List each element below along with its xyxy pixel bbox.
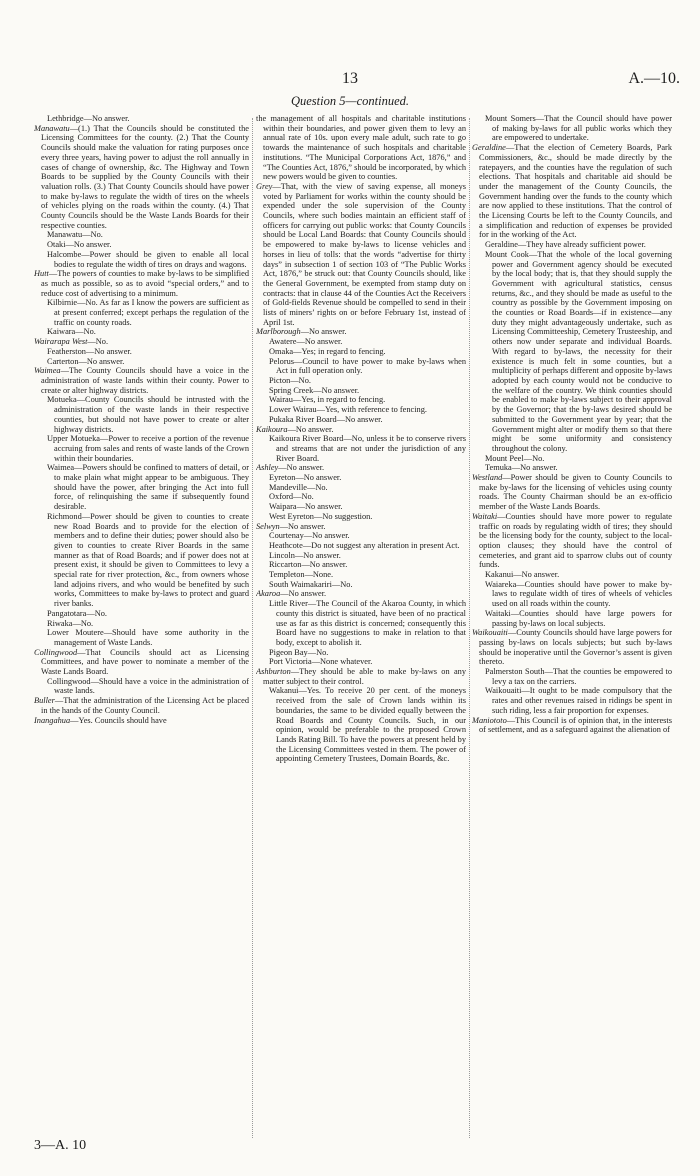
entry-name: Lincoln: [269, 550, 295, 560]
entry-name: Waimea: [34, 366, 61, 376]
entry-text: —Counties should have power to make by-laws to regulate width of tires of wheels of vehicles used on all roads within the county.: [492, 579, 672, 609]
response-entry: [472, 463, 672, 473]
entry-text: —Yes. Councils should have: [70, 715, 167, 725]
response-entry: [256, 114, 466, 182]
response-entry: [34, 337, 249, 347]
entry-name: Mount Somers: [485, 114, 536, 123]
response-entry: [472, 609, 672, 628]
response-entry: [472, 240, 672, 250]
entry-name: Little River: [269, 599, 308, 609]
response-entry: [472, 512, 672, 570]
response-entry: [256, 599, 466, 648]
entry-name: Waiareka: [485, 579, 517, 589]
entry-name: Richmond: [47, 511, 82, 521]
response-entry: [472, 686, 672, 715]
entry-name: Westland: [472, 473, 503, 483]
entry-name: Motueka: [47, 395, 77, 405]
response-entry: [34, 696, 249, 715]
entry-text: —No answer.: [294, 550, 341, 560]
response-entry: [34, 677, 249, 696]
response-entry: [256, 570, 466, 580]
entry-name: Mount Cook: [485, 249, 529, 259]
entry-text: —That the election of Cemetery Boards, Park Commissioners, &c., should be made directly by the ratepayers, and the counties have the regulation of such elections. That hospitals and charitable aid should be under the management of the County Councils, the Government handing over the funds to the county which are now applied to these institutions. That the control of the Licensing Courts be left to the County Councils, and a simplification and reduction of expenses be provided for in the working of the Act.: [479, 143, 672, 240]
entry-text: —No answer.: [511, 463, 558, 473]
entry-text: —Yes, with reference to fencing.: [316, 405, 427, 415]
response-entry: [472, 143, 672, 240]
entry-name: Geraldine: [485, 240, 518, 250]
entry-name: Hutt: [34, 269, 49, 279]
entry-text: —Yes; in regard to fencing.: [293, 346, 386, 356]
response-entry: [472, 628, 672, 667]
entry-text: —No answer.: [83, 114, 130, 123]
response-entry: [34, 327, 249, 337]
entry-text: —That Councils should act as Licensing Committees, and have power to nominate a member of the Waste Lands Board.: [41, 647, 249, 677]
entry-name: Omaka: [269, 346, 294, 356]
response-entry: [34, 434, 249, 463]
response-entry: [256, 473, 466, 483]
page-number: 13: [342, 70, 358, 87]
entry-text: —No answer.: [280, 589, 327, 599]
entry-name: Manawatu: [34, 123, 70, 133]
response-entry: [472, 667, 672, 686]
entry-name: Halcombe: [47, 249, 82, 259]
response-entry: [256, 395, 466, 405]
entry-text: —Yes. To receive 20 per cent. of the moneys received from the sale of Crown lands within its boundaries, the same to be divided equally between the Road Boards and County Councils. Such, in our opinion, would be preferable to the proposed Crown Lands Rating Bill. To have the powers at present held by the Licensing Committees vested in them. The power of appointing Cemetery Trustees, Domain Boards, &c.: [276, 686, 466, 764]
entry-text: —No.: [82, 230, 103, 240]
response-entry: [34, 240, 249, 250]
entry-name: Marlborough: [256, 327, 301, 337]
entry-name: South Waimakariri: [269, 579, 332, 589]
entry-text: —None whatever.: [311, 657, 373, 667]
entry-name: Featherston: [47, 346, 86, 356]
entry-text: —No answer.: [78, 356, 125, 366]
response-entry: [256, 357, 466, 376]
entry-name: Pigeon Bay: [269, 647, 308, 657]
entry-text: —This Council is of opinion that, in the interests of settlement, and as a safeguard against the alienation of: [479, 715, 672, 735]
entry-text: —(1.) That the Councils should be constituted the Licensing Committees for the county. (2.) That the County Councils should make the valuation for rating purposes once every three years, having power to adjust the roll annually in cases of change of ownership, &c. The Highway and Town Boards to be supplied by the County Councils with their valuation rolls. (3.) That County Councils should have power to make by-laws to regulate the width of tires on the wheels of vehicles plying on the roads within the county. (4.) That County Councils should be the Waste Lands Boards for their respective counties.: [41, 123, 249, 230]
entry-name: Port Victoria: [269, 657, 312, 667]
entry-name: Kilbirnie: [47, 298, 78, 308]
entry-name: Eyreton: [269, 473, 296, 483]
entry-text: —No.: [293, 492, 314, 502]
entry-name: Mandeville: [269, 482, 307, 492]
entry-text: —Power should be given to enable all local bodies to regulate the width of tires on drays and wagons.: [54, 249, 249, 269]
response-entry: [34, 124, 249, 231]
entry-name: Wakanui: [269, 686, 299, 696]
response-entry: [256, 425, 466, 435]
entry-text: —Powers should be confined to matters of detail, or to make plain what might appear to be ambiguous. They should have the power, after bringing the Act into full force, of relinquishing the same if subsequently found desirable.: [54, 463, 249, 512]
entry-text: —Power should be given to County Councils to make by-laws for the licensing of vehicles using county roads. The County Chairman should be an ex-officio member of the Waste Lands Boards.: [479, 473, 672, 512]
response-entry: [34, 395, 249, 434]
response-entry: [34, 366, 249, 395]
entry-name: Manawatu: [47, 230, 83, 240]
entry-text: —No answer.: [279, 521, 326, 531]
entry-text: —No answer.: [295, 473, 342, 483]
response-entry: [34, 269, 249, 298]
entry-name: Temuka: [485, 463, 512, 473]
entry-text: —The powers of counties to make by-laws to be simplified as much as possible, so as to avoid “special orders,” and to reduce cost of advertising to a minimum.: [41, 269, 249, 298]
entry-name: Riwaka: [47, 618, 73, 628]
entry-name: Kaikoura: [256, 424, 288, 434]
entry-name: Spring Creek: [269, 385, 314, 395]
entry-text: —They have already sufficient power.: [517, 240, 646, 250]
entry-name: Palmerston South: [485, 667, 545, 677]
entry-text: —That the Council should have power of making by-laws for all public works which they are empowered to undertake.: [492, 114, 672, 143]
entry-text: —Council to have power to make by-laws when Act in full operation only.: [276, 356, 466, 376]
response-entry: [256, 648, 466, 658]
entry-name: Ashburton: [256, 667, 291, 677]
response-entry: [256, 560, 466, 570]
response-entry: [472, 114, 672, 143]
entry-text: —Power to receive a portion of the revenue accruing from sales and rents of waste lands of the Crown within their boundaries.: [54, 434, 249, 463]
entry-text: —No answer.: [300, 327, 347, 337]
printer-signature: 3—A. 10: [34, 1138, 87, 1153]
response-entry: [256, 337, 466, 347]
entry-text: —No answer.: [336, 414, 383, 424]
entry-text: —No.: [87, 337, 109, 347]
response-entry: [34, 619, 249, 629]
entry-text: —That the administration of the Licensing Act be placed in the hands of the County Council.: [41, 696, 249, 715]
entry-name: Wairarapa West: [34, 337, 88, 347]
entry-text: —None.: [304, 570, 334, 580]
entry-text: —Should have some authority in the management of Waste Lands.: [54, 628, 249, 647]
response-entry: [256, 434, 466, 463]
entry-name: Wairau: [269, 395, 293, 405]
response-entry: [472, 580, 672, 609]
entry-name: Kaiwara: [47, 327, 76, 337]
entry-text: —No answer.: [278, 463, 325, 473]
column-divider: [469, 118, 470, 1138]
entry-name: Awatere: [269, 337, 297, 347]
entry-text: —No.: [307, 482, 328, 492]
response-entry: [472, 473, 672, 512]
entry-text: —No answer.: [296, 337, 343, 347]
response-entry: [34, 716, 249, 726]
entry-name: Carterton: [47, 356, 79, 366]
entry-text: the management of all hospitals and charitable institutions within their boundaries, and power given them to levy an annual rate of 10s. upon every male adult, such rate to go towards the maintenance of such hospitals and charitable institutions. “The Municipal Corporations Act, 1876,” and “The Counties Act, 1876,” should be incorporated, by which new powers would be given to counties.: [256, 114, 466, 182]
column-divider: [252, 118, 253, 1138]
entry-name: Lower Wairau: [269, 405, 317, 415]
entry-text: —Should have a voice in the administration of waste lands.: [54, 676, 249, 696]
response-entry: [34, 609, 249, 619]
entry-name: Waitaki: [485, 608, 511, 618]
entry-text: —No suggestion.: [313, 511, 373, 521]
entry-name: Pukaka River Board: [269, 414, 337, 424]
column-1: [34, 114, 249, 1146]
entry-text: —The Council of the Akaroa County, in which county this district is situated, have been of no practical use as far as this district is concerned; consequently this Board have no suggestions to make in relation to that body, except to abolish it.: [276, 599, 466, 647]
entry-name: Pelorus: [269, 356, 295, 366]
entry-name: Heathcote: [269, 540, 303, 550]
entry-text: —No answer.: [296, 502, 343, 512]
document-reference: A.—10.: [628, 70, 680, 87]
entry-name: Waitaki: [472, 511, 498, 521]
response-entry: [256, 492, 466, 502]
entry-name: Oxford: [269, 492, 294, 502]
response-entry: [256, 667, 466, 686]
entry-text: —No answer.: [513, 570, 560, 580]
entry-name: Buller: [34, 696, 55, 706]
entry-name: Otaki: [47, 240, 66, 250]
entry-name: Inangahua: [34, 715, 71, 725]
response-entry: [256, 182, 466, 328]
entry-text: —The County Councils should have a voice in the administration of waste lands within their county. Power to create or alter highway districts.: [41, 366, 249, 395]
entry-name: Collingwood: [47, 676, 91, 686]
entry-text: —No.: [290, 375, 311, 385]
entry-text: —No.: [72, 618, 94, 628]
entry-name: West Eyreton: [269, 511, 314, 521]
response-entry: [256, 327, 466, 337]
response-entry: [256, 347, 466, 357]
response-entry: [256, 386, 466, 396]
entry-text: —County Councils should be intrusted with the administration of the waste lands in their respective counties, but should not have power to create or alter highway districts.: [54, 395, 249, 434]
response-entry: [256, 551, 466, 561]
response-entry: [472, 250, 672, 454]
response-entry: [256, 376, 466, 386]
entry-text: —That the counties be empowered to levy a tax on the carriers.: [492, 667, 672, 686]
entry-text: —That the whole of the local governing power and Government agency should be executed by the local body; that is, that they should supply the Government with agricultural statistics, census returns, &c., and they should be made as useful to the country as possible by the Government imposing on the counties or Road Boards—if in existence—any duty they might advantageously undertake, such as Licensing Committeeship, Cemetery Trusteeship, and others now under separate and individual Boards. With regard to by-laws, the necessity for their existence is much felt in some counties, but a multiplicity of perhaps different and opposite by-laws adopted by each county would not be conducive to the welfare of the country. We think counties should be enabled to make by-laws subject to their approval by the Governor; that the by-laws desired should be submitted to the Government year by year; that the Government might alter or modify them so that there might be some uniformity and consistency throughout the colony.: [492, 249, 672, 453]
entry-text: —No answer.: [301, 560, 348, 570]
entry-name: Waipara: [269, 502, 297, 512]
response-entry: [34, 512, 249, 609]
entry-text: —They should be able to make by-laws on any matter subject to their control.: [263, 667, 466, 686]
response-entry: [472, 716, 672, 735]
entry-name: Maniototo: [472, 715, 507, 725]
response-entry: [256, 686, 466, 764]
entry-name: Lower Moutere: [47, 628, 104, 638]
entry-name: Grey: [256, 181, 273, 191]
entry-name: Selwyn: [256, 521, 280, 531]
entry-name: Waimea: [47, 463, 75, 473]
entry-name: Templeton: [269, 570, 305, 580]
response-entry: [256, 589, 466, 599]
column-2: [256, 114, 466, 1146]
entry-name: Ashley: [256, 463, 279, 473]
entry-name: Waikouaiti: [485, 686, 522, 696]
entry-name: Upper Motueka: [47, 434, 100, 444]
response-entry: [34, 347, 249, 357]
response-entry: [34, 230, 249, 240]
response-entry: [256, 415, 466, 425]
entry-name: Waikouaiti: [472, 628, 508, 638]
response-entry: [34, 298, 249, 327]
entry-text: —No answer.: [65, 240, 112, 250]
response-entry: [256, 483, 466, 493]
response-entry: [256, 405, 466, 415]
entry-name: Kakanui: [485, 570, 514, 580]
entry-name: Lethbridge: [47, 114, 84, 123]
entry-text: —No.: [75, 327, 96, 337]
entry-text: —No.: [331, 579, 353, 589]
response-entry: [34, 114, 249, 124]
entry-text: —Do not suggest any alteration in present Act.: [302, 540, 460, 550]
entry-text: —No answer.: [287, 424, 334, 434]
entry-text: —No answer.: [303, 531, 350, 541]
response-entry: [256, 522, 466, 532]
entry-text: —No.: [86, 608, 108, 618]
entry-text: —No answer.: [313, 385, 360, 395]
entry-text: —No.: [523, 453, 545, 463]
response-entry: [256, 541, 466, 551]
entry-text: —No. As far as I know the powers are sufficient as at present conferred; except perhaps the regulation of the traffic on county roads.: [54, 298, 249, 327]
entry-name: Akaroa: [256, 589, 281, 599]
entry-name: Mount Peel: [485, 453, 524, 463]
response-entry: [256, 657, 466, 667]
entry-name: Kaikoura River Board: [269, 434, 344, 444]
response-entry: [256, 512, 466, 522]
entry-text: —No.: [307, 647, 329, 657]
entry-name: Picton: [269, 375, 291, 385]
entry-name: Collingwood: [34, 647, 78, 657]
entry-text: —County Councils should have large powers for passing by-laws on locals subjects; but such by-laws should be inoperative until the Governor’s assent is given thereto.: [479, 628, 672, 667]
response-entry: [472, 454, 672, 464]
response-entry: [34, 463, 249, 512]
response-entry: [472, 570, 672, 580]
entry-name: Geraldine: [472, 143, 506, 153]
entry-name: Riccarton: [269, 560, 302, 570]
response-entry: [256, 502, 466, 512]
section-heading: [0, 94, 700, 109]
response-entry: [34, 357, 249, 367]
section-heading-text: Question 5—continued.: [290, 94, 410, 108]
entry-name: Pangatotara: [47, 608, 87, 618]
entry-text: —No answer.: [85, 346, 132, 356]
response-entry: [256, 531, 466, 541]
entry-text: —Yes, in regard to fencing.: [292, 395, 386, 405]
entry-text: —Power should be given to counties to create new Road Boards and to provide for the election of members and to define their duties; power should also be given to counties to create River Boards in the same manner as that of Road Boards; and if power does not at present exist, it should be given to Committees to levy a special rate for river protection, &c., from owners whose land adjoins rivers, and who would be benefited by such works, Committees to make by-laws to protect and guard river banks.: [54, 511, 249, 609]
response-entry: [256, 463, 466, 473]
response-entry: [34, 628, 249, 647]
entry-name: Courtenay: [269, 531, 304, 541]
entry-text: —It ought to be made compulsory that the rates and other revenues raised in ridings be spent in such riding, less a fair proportion for expenses.: [492, 686, 672, 715]
response-entry: [34, 250, 249, 269]
entry-text: —That, with the view of saving expense, all moneys voted by Parliament for works within the county should be expended under the sole supervision of the County Councils, where such bodies maintain an efficient staff of officers for carrying out public works: that County Councils should be Local Land Boards: that County Councils should be empowered to make by-laws to license vehicles and horses in lieu of tolls: that the words “advertise for thirty days” in subsection 1 of section 103 of “The Public Works Act, 1876,” be struck out: that County Councils should, like the General Government, be exempted from stamp duty on contracts: that in clause 44 of the Counties Act the Receivers of Gold-fields Revenue should be compelled to send in their lists of miners’ rights on or before February 1st, instead of April 1st.: [263, 181, 466, 327]
response-entry: [256, 580, 466, 590]
entry-text: —Counties should have large powers for passing by-laws on local subjects.: [492, 608, 672, 628]
response-entry: [34, 648, 249, 677]
column-3: [472, 114, 672, 1146]
entry-text: —Counties should have more power to regulate traffic on roads by regulating width of tires; they should be the licensing body for the county, subject to the local-option clauses; they should have the control of cemeteries, and grant aid to sparrow clubs out of county funds.: [479, 511, 672, 570]
entry-text: —No, unless it be to conserve rivers and streams that are not under the jurisdiction of any River Board.: [276, 434, 466, 463]
